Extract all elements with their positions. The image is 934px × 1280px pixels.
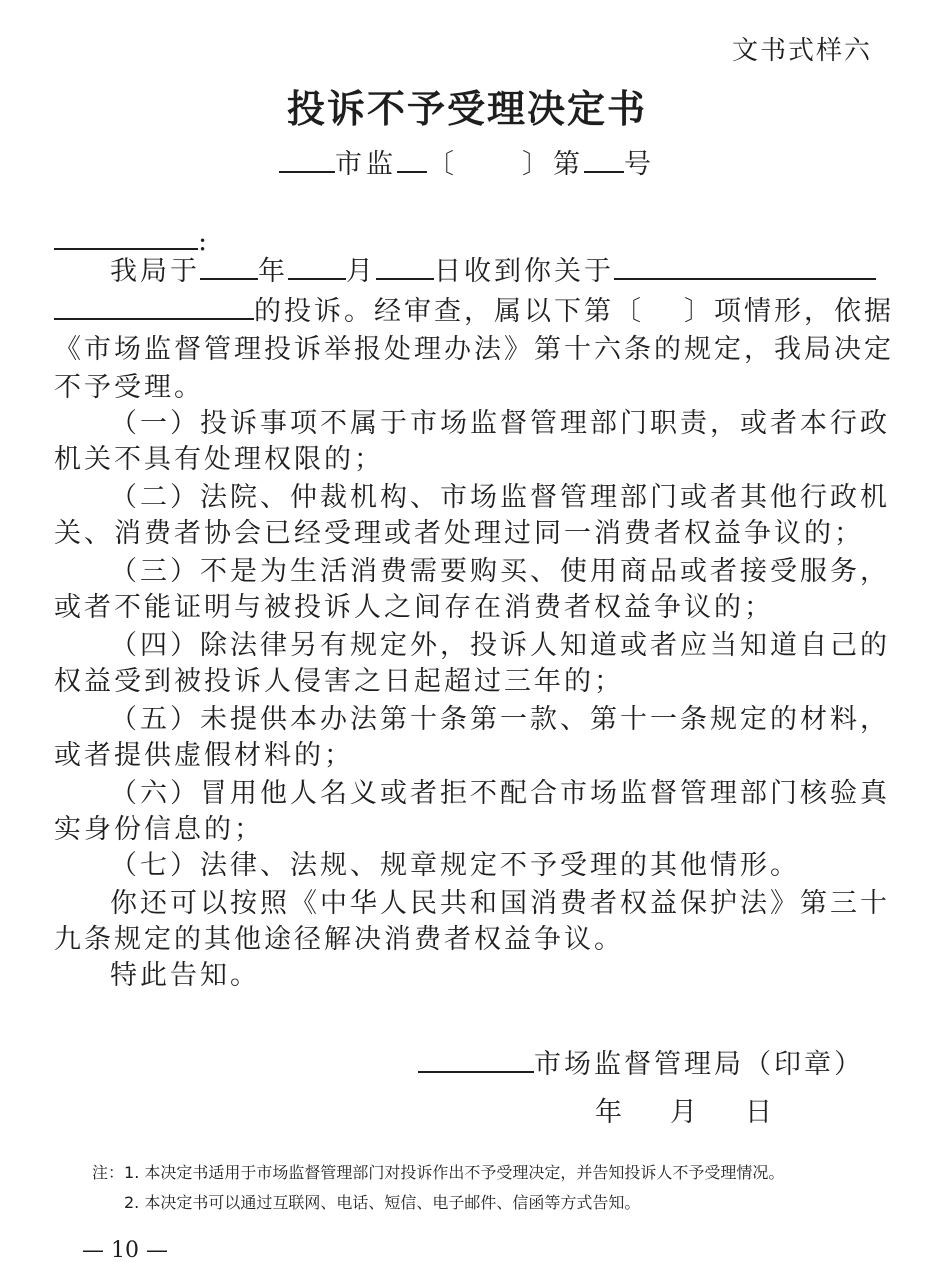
date-month: 月: [670, 1097, 697, 1128]
docnum-part1: 市监: [335, 149, 397, 180]
page-title: 投诉不予受理决定书: [286, 87, 647, 131]
item-1-line-2: 机关不具有处理权限的；: [54, 444, 384, 475]
note-2-number: 2.: [124, 1193, 140, 1212]
body-line-1: [54, 252, 934, 292]
day-blank: [376, 254, 434, 280]
body-text: 我局于: [110, 256, 200, 287]
date-year: 年: [595, 1097, 622, 1128]
note-1-text: 本决定书适用于市场监督管理部门对投诉作出不予受理决定，并告知投诉人不予受理情况。: [144, 1163, 785, 1182]
note-1: [92, 1158, 784, 1188]
subject-blank: [614, 254, 876, 280]
note-1-number: 1.: [124, 1163, 140, 1182]
sample-label: 文书式样六: [731, 36, 872, 66]
body-text: 月: [346, 256, 376, 287]
body-text: 〕项情形，依据: [684, 296, 894, 327]
authority-blank: [418, 1047, 534, 1073]
notes-prefix: 注：: [92, 1163, 125, 1182]
year-blank: [200, 254, 258, 280]
docnum-suffix: 号: [624, 149, 655, 180]
item-3-line-2: 或者不能证明与被投诉人之间存在消费者权益争议的；: [54, 592, 774, 623]
docnum-blank-prefix: [279, 147, 335, 173]
date-day: 日: [745, 1097, 772, 1128]
notes-section: [92, 1158, 784, 1218]
subject-blank-cont: [54, 294, 254, 320]
signature-date: [595, 1090, 772, 1129]
body-line-3: 《市场监督管理投诉举报处理办法》第十六条的规定，我局决定: [54, 334, 894, 365]
item-4-line-1: （四）除法律另有规定外，投诉人知道或者应当知道自己的: [110, 630, 890, 661]
item-4-line-2: 权益受到被投诉人侵害之日起超过三年的；: [54, 666, 624, 697]
item-6-line-1: （六）冒用他人名义或者拒不配合市场监督管理部门核验真: [110, 778, 890, 809]
body-line-4: 不予受理。: [54, 372, 204, 403]
item-2-line-2: 关、消费者协会已经受理或者处理过同一消费者权益争议的；: [54, 518, 864, 549]
body-text: 日收到你关于: [434, 256, 614, 287]
docnum-blank-number: [584, 147, 624, 173]
closing-line: 特此告知。: [110, 960, 260, 991]
signature-line: [418, 1042, 864, 1081]
document-number: [0, 142, 934, 181]
note-2: [92, 1188, 784, 1218]
docnum-blank-mid: [397, 147, 427, 173]
item-6-line-2: 实身份信息的；: [54, 814, 264, 845]
extra-line-2: 九条规定的其他途径解决消费者权益争议。: [54, 924, 624, 955]
item-2-line-1: （二）法院、仲裁机构、市场监督管理部门或者其他行政机: [110, 482, 890, 513]
body-text: 的投诉。经审查，属以下第〔: [254, 296, 644, 327]
body-text: 年: [258, 256, 288, 287]
authority-name: 市场监督管理局（印章）: [534, 1049, 864, 1080]
note-2-text: 本决定书可以通过互联网、电话、短信、电子邮件、信函等方式告知。: [144, 1193, 641, 1212]
item-5-line-1: （五）未提供本办法第十条第一款、第十一条规定的材料，: [110, 704, 890, 735]
addressee-colon: :: [198, 226, 211, 257]
body-line-2: [54, 292, 894, 332]
addressee-blank: [54, 224, 198, 250]
month-blank: [288, 254, 346, 280]
item-1-line-1: （一）投诉事项不属于市场监督管理部门职责，或者本行政: [110, 408, 890, 439]
item-5-line-2: 或者提供虚假材料的；: [54, 740, 354, 771]
docnum-bracket-open: 〔: [427, 149, 458, 180]
extra-line-1: 你还可以按照《中华人民共和国消费者权益保护法》第三十: [110, 888, 890, 919]
item-7-line: （七）法律、法规、规章规定不予受理的其他情形。: [110, 850, 800, 881]
item-3-line-1: （三）不是为生活消费需要购买、使用商品或者接受服务，: [110, 556, 890, 587]
page-number: — 10 —: [82, 1238, 168, 1263]
docnum-bracket-close: 〕第: [522, 149, 584, 180]
